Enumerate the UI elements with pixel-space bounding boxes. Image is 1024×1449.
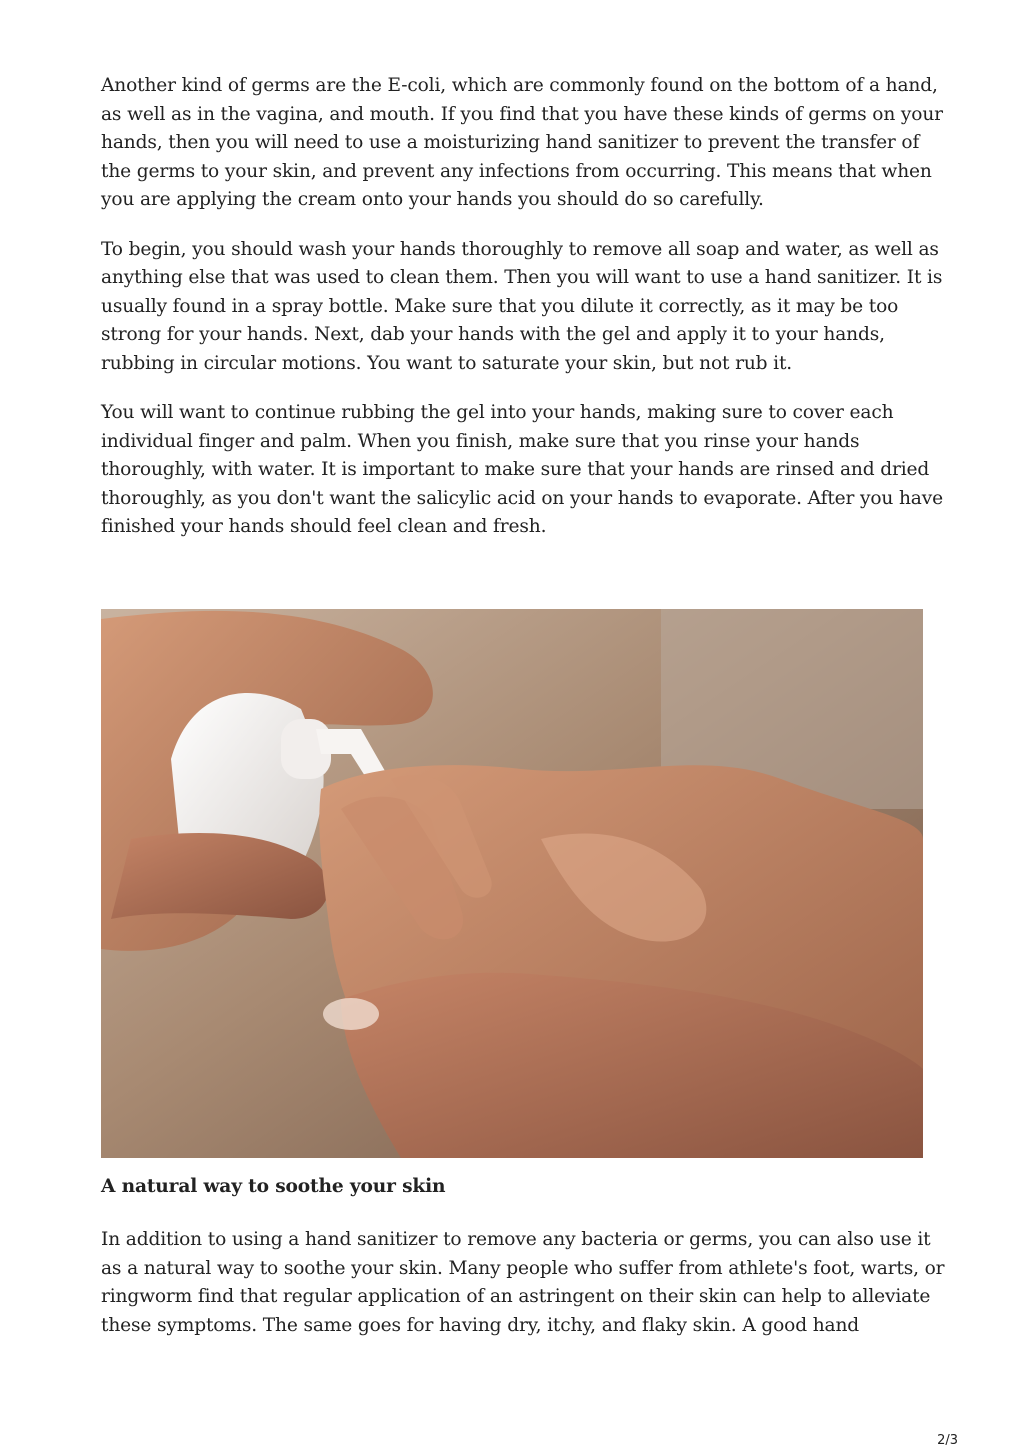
text-line: the germs to your skin, and prevent any infections from occurring. This means that when [101,160,932,182]
text-line: thoroughly, as you don't want the salicylic acid on your hands to evaporate. After you have [101,487,943,509]
text-line: these symptoms. The same goes for having dry, itchy, and flaky skin. A good hand [101,1314,860,1336]
text-line: individual finger and palm. When you finish, make sure that you rinse your hands [101,430,860,452]
text-line: ringworm find that regular application of an astringent on their skin can help to alleviate [101,1286,931,1307]
text-line: strong for your hands. Next, dab your hands with the gel and apply it to your hands, [101,324,885,345]
paragraph-3 [101,399,943,542]
text-line: You will want to continue rubbing the gel into your hands, making sure to cover each [101,402,894,423]
text-line: Another kind of germs are the E-coli, which are commonly found on the bottom of a hand, [101,75,938,96]
page-number: 2/3 [937,1433,958,1448]
article-body-continued [101,1226,945,1361]
text-line: In addition to using a hand sanitizer to remove any bacteria or germs, you can also use it [101,1229,931,1250]
text-line: hands, then you will need to use a moisturizing hand sanitizer to prevent the transfer of [101,132,920,153]
text-line: as a natural way to soothe your skin. Many people who suffer from athlete's foot, warts, or [101,1257,945,1279]
paragraph-2 [101,236,943,379]
hand-sanitizer-photo [101,609,923,1158]
text-line: To begin, you should wash your hands thoroughly to remove all soap and water, as well as [101,238,939,260]
paragraph-4 [101,1226,945,1340]
section-heading: A natural way to soothe your skin [101,1176,446,1197]
text-line: finished your hands should feel clean and fresh. [101,516,547,537]
text-line: you are applying the cream onto your hands you should do so carefully. [101,189,764,210]
text-line: rubbing in circular motions. You want to saturate your skin, but not rub it. [101,352,793,374]
text-line: as well as in the vagina, and mouth. If you find that you have these kinds of germs on your [101,103,943,125]
text-line: thoroughly, with water. It is important to make sure that your hands are rinsed and dried [101,459,930,480]
text-line: usually found in a spray bottle. Make sure that you dilute it correctly, as it may be too [101,295,899,317]
text-line: anything else that was used to clean them. Then you will want to use a hand sanitizer. It is [101,267,943,288]
paragraph-1 [101,72,943,215]
article-body [101,72,943,563]
